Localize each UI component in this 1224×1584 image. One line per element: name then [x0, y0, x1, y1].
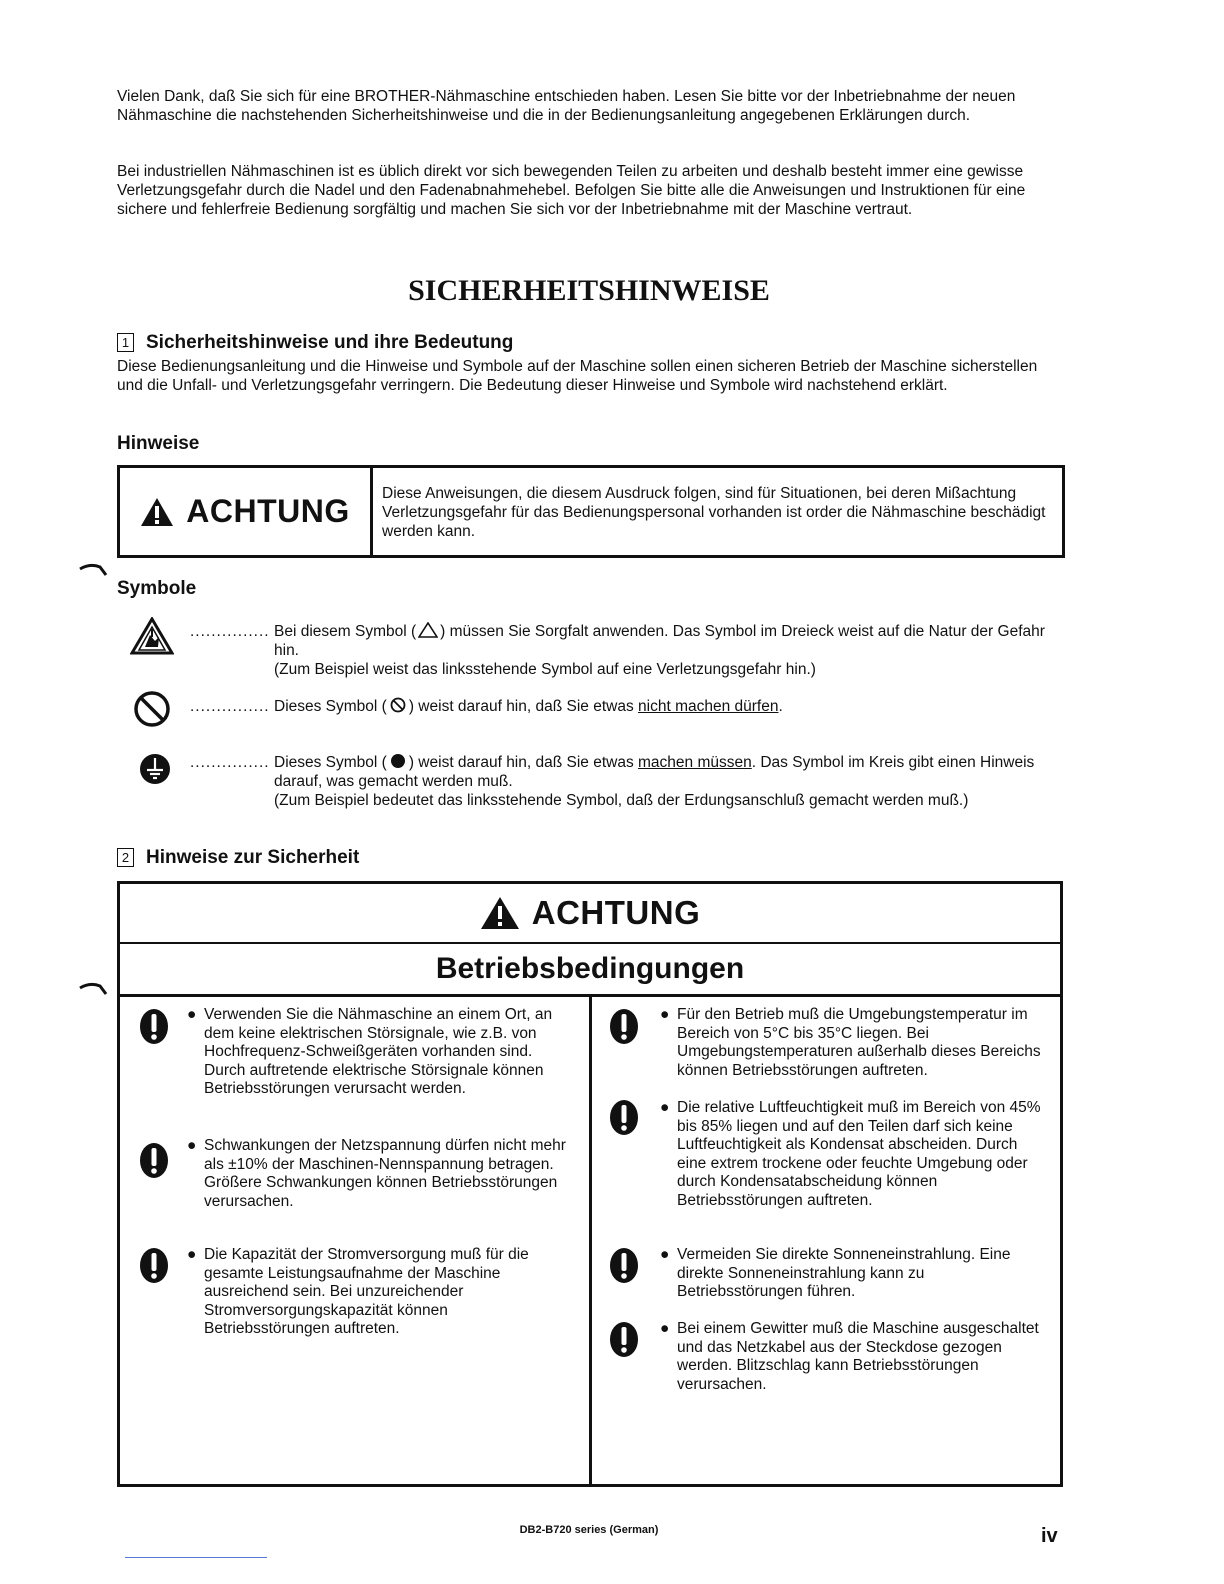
intro-paragraph-1: Vielen Dank, daß Sie sich für eine BROTHER-Nähmaschine entschieden haben. Lesen Sie bitte vor der Inbetriebnahme der neuen Nähmaschine die nachstehenden Sicherheitshinweise und die in der Bedienungsanleitung angegebenen Erklärungen durch.: [117, 88, 1016, 124]
bullet: ●: [660, 1320, 670, 1337]
symbol-1-leader: ...............: [190, 623, 270, 640]
section-1-title: Sicherheitshinweise und ihre Bedeutung: [146, 332, 514, 353]
hinweise-description: Diese Anweisungen, die diesem Ausdruck folgen, sind für Situationen, bei deren Mißachtung Verletzungsgefahr für das Bedienungspersonal vorhanden ist order die Nähmaschine beschädigt werden kann.: [382, 485, 1046, 540]
symbol-3-text-pre: Dieses Symbol (: [274, 754, 387, 771]
column-divider: [589, 996, 592, 1484]
symbol-1-text-pre: Bei diesem Symbol (: [274, 623, 417, 640]
mandatory-exclamation-icon: [609, 1099, 639, 1136]
safety-subheading: Betriebsbedingungen: [120, 944, 1060, 997]
intro-paragraph-2: Bei industriellen Nähmaschinen ist es üblich direkt vor sich bewegenden Teilen zu arbeiten und deshalb besteht immer eine gewisse Verletzungsgefahr durch die Nadel und den Fadenabnahmehebel. Befolgen Sie bitte alle die Anweisungen und Instruktionen für eine sichere und fehlerfreie Bedienung sorgfältig und machen Sie sich vor der Inbetriebnahme mit der Maschine vertraut.: [117, 163, 1026, 218]
page-title: SICHERHEITSHINWEISE: [408, 274, 770, 307]
margin-mark-icon: [78, 982, 108, 996]
hinweise-achtung-box: [117, 465, 1065, 558]
mandatory-exclamation-icon: [609, 1321, 639, 1358]
symbol-2-leader: ...............: [190, 698, 270, 715]
mandatory-exclamation-icon: [139, 1142, 169, 1179]
symbol-3-emphasis: machen müssen: [638, 754, 752, 771]
right-item-4-text: Bei einem Gewitter muß die Maschine ausgeschaltet und das Netzkabel aus der Steckdose gezogen werden. Blitzschlag kann Betriebsstörungen verursachen.: [677, 1320, 1039, 1393]
section-2-heading: [117, 847, 359, 869]
bullet: ●: [660, 1246, 670, 1263]
symbol-1-text-post: ) müssen Sie Sorgfalt anwenden. Das Symbol im Dreieck weist auf die Natur der Gefahr hin.: [274, 623, 1045, 659]
section-1-text: Diese Bedienungsanleitung und die Hinweise und Symbole auf der Maschine sollen einen sicheren Betrieb der Maschine sicherstellen und die Unfall- und Verletzungsgefahr verringern. Die Bedeutung dieser Hinweise und Symbole wird nachstehend erklärt.: [117, 358, 1038, 394]
right-item-3-text: Vermeiden Sie direkte Sonneneinstrahlung. Eine direkte Sonneneinstrahlung kann zu Betriebsstörungen führen.: [677, 1246, 1011, 1301]
achtung-label: ACHTUNG: [186, 493, 350, 529]
symbol-1-example: (Zum Beispiel weist das linksstehende Symbol auf eine Verletzungsgefahr hin.): [274, 661, 816, 678]
symbol-3-text-mid: ) weist darauf hin, daß Sie etwas: [408, 754, 639, 771]
caution-triangle-icon: [418, 622, 438, 638]
section-1-heading: [117, 332, 513, 354]
safety-achtung-label: ACHTUNG: [531, 894, 701, 931]
symbol-2-text-pre: Dieses Symbol (: [274, 698, 387, 715]
mandatory-exclamation-icon: [139, 1008, 169, 1045]
left-item-2-text: Schwankungen der Netzspannung dürfen nicht mehr als ±10% der Maschinen-Nennspannung betragen. Größere Schwankungen können Betriebsstörungen verursachen.: [204, 1137, 566, 1210]
bullet: ●: [187, 1006, 197, 1023]
prohibition-inline-icon: [389, 697, 407, 713]
right-item-2-text: Die relative Luftfeuchtigkeit muß im Bereich von 45% bis 85% liegen und auf den Teilen darf sich keine Luftfeuchtigkeit als Kondensat abscheiden. Durch eine extrem trockene oder feuchte Umgebung oder durch Kondensatabscheidung können Betriebsstörungen auftreten.: [677, 1099, 1041, 1209]
symbol-3-text-post: . Das Symbol im Kreis gibt einen Hinweis darauf, was gemacht werden muß.: [274, 754, 1035, 790]
mandatory-dot-icon: [389, 753, 407, 769]
symbol-2-text-mid: ) weist darauf hin, daß Sie etwas: [408, 698, 639, 715]
mandatory-exclamation-icon: [139, 1247, 169, 1284]
page-number: iv: [1041, 1525, 1058, 1547]
hand-injury-warning-icon: [130, 617, 174, 655]
decorative-line: [125, 1557, 267, 1558]
warning-triangle-icon: [480, 896, 520, 930]
symbol-3-leader: ...............: [190, 754, 270, 771]
right-item-1-text: Für den Betrieb muß die Umgebungstemperatur im Bereich von 5°C bis 35°C liegen. Bei Umgebungstemperaturen außerhalb dieses Bereichs können Betriebsstörungen auftreten.: [677, 1006, 1041, 1079]
ground-connection-icon: [139, 752, 171, 786]
safety-achtung-header: [120, 884, 1060, 944]
symbol-3-example: (Zum Beispiel bedeutet das linksstehende Symbol, daß der Erdungsanschluß gemacht werden muß.): [274, 792, 969, 809]
section-2-number: 2: [117, 848, 134, 867]
bullet: ●: [187, 1246, 197, 1263]
mandatory-exclamation-icon: [609, 1247, 639, 1284]
hinweise-heading: Hinweise: [117, 433, 200, 454]
bullet: ●: [660, 1099, 670, 1116]
symbol-2-text: [274, 697, 1064, 716]
section-1-number: 1: [117, 333, 134, 352]
symbol-3-text: [274, 753, 1064, 810]
symbol-2-text-post: .: [778, 698, 783, 715]
safety-achtung-box: [117, 881, 1063, 1487]
margin-mark-icon: [78, 563, 108, 577]
section-2-title: Hinweise zur Sicherheit: [146, 847, 360, 868]
prohibition-icon: [133, 690, 171, 728]
left-item-3-text: Die Kapazität der Stromversorgung muß für die gesamte Leistungsaufnahme der Maschine ausreichend sein. Bei unzureichender Stromversorgungskapazität können Betriebsstörungen auftreten.: [204, 1246, 529, 1338]
mandatory-exclamation-icon: [609, 1008, 639, 1045]
symbol-2-emphasis: nicht machen dürfen: [638, 698, 779, 715]
hinweise-achtung-label: [120, 468, 373, 555]
footer-series: DB2-B720 series (German): [519, 1524, 659, 1536]
bullet: ●: [660, 1006, 670, 1023]
bullet: ●: [187, 1137, 197, 1154]
left-item-1-text: Verwenden Sie die Nähmaschine an einem Ort, an dem keine elektrischen Störsignale, wie z.B. von Hochfrequenz-Schweißgeräten vorhanden sind. Durch auftretende elektrische Störsignale können Betriebsstörungen verursacht werden.: [204, 1006, 553, 1098]
symbole-heading: Symbole: [117, 578, 197, 599]
symbol-1-text: [274, 622, 1064, 679]
warning-triangle-icon: [140, 497, 174, 527]
